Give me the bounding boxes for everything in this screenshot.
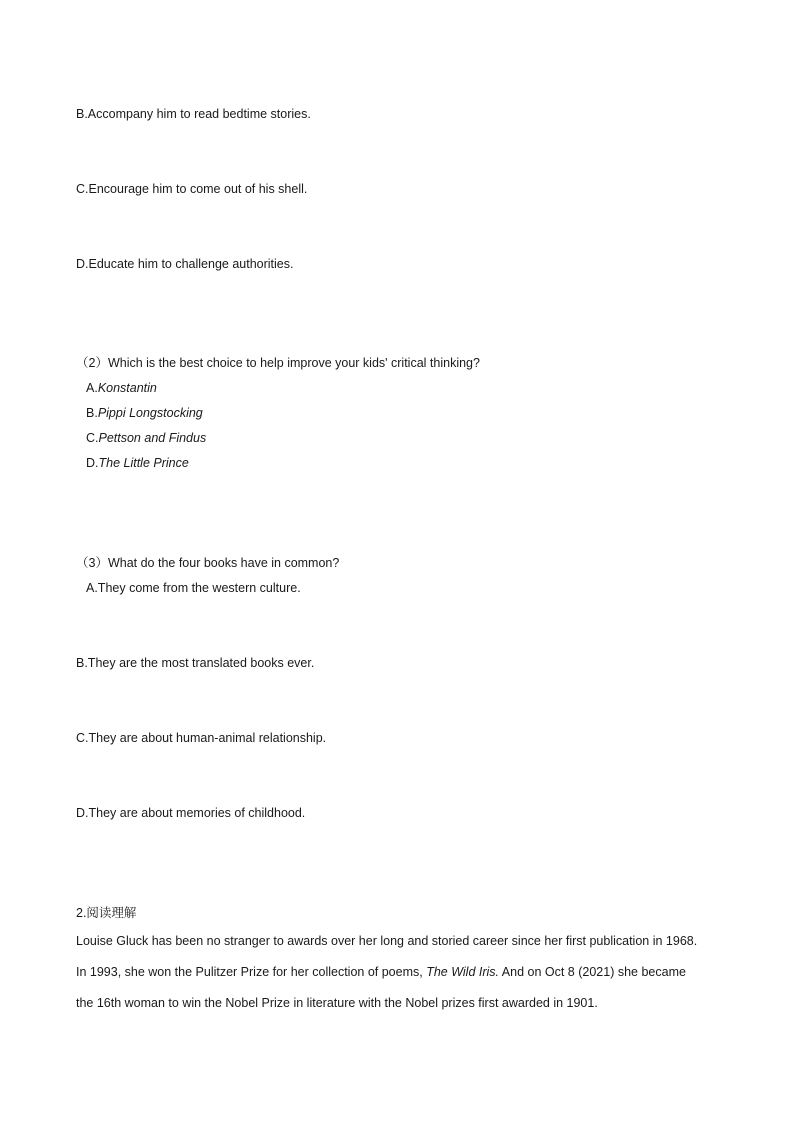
q3-option-c: C.They are about human-animal relationship. bbox=[76, 731, 327, 745]
q2-option-c-title: Pettson and Findus bbox=[98, 431, 207, 445]
q2-option-c-letter: C. bbox=[86, 431, 99, 445]
q2-option-d bbox=[86, 455, 189, 471]
passage-line-2 bbox=[76, 964, 726, 980]
passage-line-2-end: And on Oct 8 (2021) she became bbox=[499, 965, 686, 979]
passage-line-2-start: In 1993, she won the Pulitzer Prize for her collection of poems, bbox=[76, 965, 427, 979]
q1-option-d: D.Educate him to challenge authorities. bbox=[76, 257, 294, 271]
q2-option-d-letter: D. bbox=[86, 456, 99, 470]
q2-option-c bbox=[86, 430, 206, 446]
q3-option-d: D.They are about memories of childhood. bbox=[76, 806, 306, 820]
q2-option-b-letter: B. bbox=[86, 406, 98, 420]
q2-option-d-title: The Little Prince bbox=[98, 456, 189, 470]
q2-option-a-title: Konstantin bbox=[97, 381, 157, 395]
q2-stem: （2）Which is the best choice to help improve your kids' critical thinking? bbox=[76, 356, 480, 370]
q2-option-a bbox=[86, 380, 157, 396]
section-heading: 2.阅读理解 bbox=[76, 906, 137, 920]
q2-option-b bbox=[86, 405, 203, 421]
passage-line-1: Louise Gluck has been no stranger to awards over her long and storied career since her first publication in 1968. bbox=[76, 934, 698, 948]
q3-option-a: A.They come from the western culture. bbox=[86, 581, 301, 595]
passage-line-3: the 16th woman to win the Nobel Prize in literature with the Nobel prizes first awarded in 1901. bbox=[76, 996, 598, 1010]
q3-stem: （3）What do the four books have in common? bbox=[76, 556, 340, 570]
q2-option-b-title: Pippi Longstocking bbox=[97, 406, 203, 420]
q3-option-b: B.They are the most translated books ever. bbox=[76, 656, 315, 670]
q1-option-b: B.Accompany him to read bedtime stories. bbox=[76, 107, 311, 121]
q1-option-c: C.Encourage him to come out of his shell. bbox=[76, 182, 308, 196]
q2-option-a-letter: A. bbox=[86, 381, 98, 395]
poem-collection-title: The Wild Iris. bbox=[426, 965, 500, 979]
